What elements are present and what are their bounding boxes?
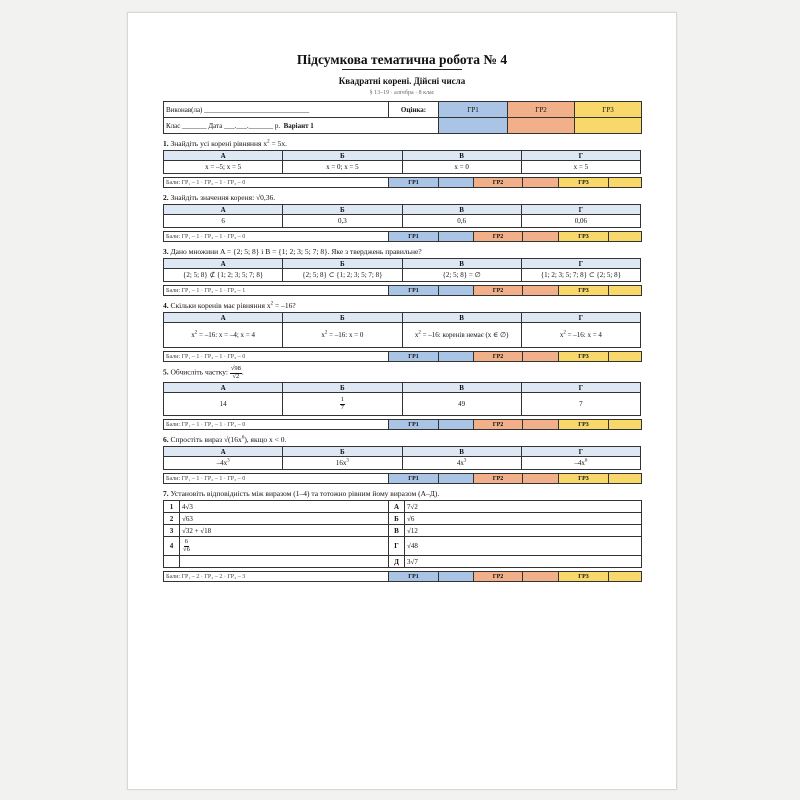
right-item-letter: Б bbox=[389, 513, 405, 525]
question-number: 3. bbox=[163, 247, 169, 256]
score-row-4 bbox=[163, 351, 642, 362]
group-2-score-cell[interactable] bbox=[523, 572, 559, 582]
exponent: 2 bbox=[418, 330, 421, 336]
exponent: 3 bbox=[463, 458, 467, 464]
score-row-7 bbox=[163, 571, 642, 582]
answer-option-Г[interactable]: $-4x^6$ bbox=[521, 457, 640, 470]
question-prompt-end: . bbox=[241, 367, 244, 377]
right-item-expression: √6 bbox=[405, 513, 642, 525]
question-text bbox=[163, 300, 641, 311]
right-item-letter: В bbox=[389, 525, 405, 537]
answer-letter-В: В bbox=[402, 383, 521, 393]
left-item-number: 1 bbox=[164, 501, 180, 513]
group-2-label: ГР2 bbox=[474, 352, 523, 362]
answer-letter-Б: Б bbox=[283, 447, 402, 457]
exponent: 2 bbox=[194, 330, 198, 336]
group-2-score-cell[interactable] bbox=[523, 178, 559, 188]
question-number: 2. bbox=[163, 193, 169, 202]
exponent: 2 bbox=[267, 139, 270, 145]
group-1-header: ГР1 bbox=[439, 102, 508, 118]
empty-cell bbox=[164, 556, 180, 568]
group-3-score-cell[interactable] bbox=[609, 474, 642, 484]
answer-letter-А: А bbox=[164, 447, 283, 457]
score-points-label: Бали: ГР₁ – 1 · ГР₂ – 1 · ГР₃ – 1 bbox=[164, 286, 389, 296]
answer-table bbox=[163, 312, 641, 348]
group-2-label: ГР2 bbox=[474, 286, 523, 296]
answer-letter-Б: Б bbox=[283, 151, 402, 161]
answer-option-Г[interactable]: x = 5 bbox=[521, 161, 640, 174]
answer-option-В[interactable]: 49 bbox=[402, 393, 521, 416]
answer-option-А[interactable]: 14 bbox=[164, 393, 283, 416]
group-3-score-cell[interactable] bbox=[609, 232, 642, 242]
answer-option-Г[interactable]: {1; 2; 3; 5; 7; 8} ⊂ {2; 5; 8} bbox=[521, 269, 640, 282]
question-prompt-end: = 5x. bbox=[269, 139, 287, 148]
score-points-label: Бали: ГР₁ – 1 · ГР₂ – 1 · ГР₃ – 0 bbox=[164, 178, 389, 188]
group-2-label: ГР2 bbox=[474, 474, 523, 484]
group-2-score-cell[interactable] bbox=[523, 474, 559, 484]
score-points-label: Бали: ГР₁ – 1 · ГР₂ – 1 · ГР₃ – 0 bbox=[164, 420, 389, 430]
fraction-numerator: √98 bbox=[230, 365, 241, 372]
answer-letter-Г: Г bbox=[521, 447, 640, 457]
group-2-label: ГР2 bbox=[474, 178, 523, 188]
answer-letter-В: В bbox=[402, 447, 521, 457]
worksheet-page bbox=[127, 12, 677, 790]
grade-label: Оцінка: bbox=[389, 102, 439, 118]
empty-cell bbox=[180, 556, 389, 568]
question-prompt: Обчисліть частку: bbox=[170, 367, 230, 377]
question-text bbox=[163, 434, 641, 445]
group-3-label: ГР3 bbox=[559, 232, 609, 242]
answer-letter-Г: Г bbox=[521, 151, 640, 161]
matching-table bbox=[163, 500, 642, 568]
group-1-score-cell[interactable] bbox=[439, 286, 474, 296]
answer-letter-Б: Б bbox=[283, 259, 402, 269]
question-fraction bbox=[230, 366, 242, 380]
answer-letter-Г: Г bbox=[521, 383, 640, 393]
group-2-score-cell[interactable] bbox=[523, 352, 559, 362]
answer-option-Б[interactable]: $x^2 = -16$: x = 0 bbox=[283, 323, 402, 348]
answer-table bbox=[163, 382, 641, 416]
answer-option-А[interactable]: $x^2 = -16$: x = –4; x = 4 bbox=[164, 323, 283, 348]
answer-option-Б[interactable] bbox=[283, 393, 402, 416]
group-3-score-cell[interactable] bbox=[609, 178, 642, 188]
question-number: 1. bbox=[163, 139, 169, 148]
exponent: 2 bbox=[324, 330, 328, 336]
group-2-score-cell[interactable] bbox=[523, 232, 559, 242]
question-prompt: Знайдіть значення кореня: √0,36. bbox=[170, 193, 276, 202]
score-row-1 bbox=[163, 177, 642, 188]
title-underline bbox=[342, 69, 462, 70]
question-prompt-end: ), якщо x < 0. bbox=[244, 435, 287, 444]
group-1-grade-cell[interactable] bbox=[439, 118, 508, 134]
question-prompt: Дано множини A = {2; 5; 8} і B = {1; 2; 3; 5; 7; 8}. Яке з тверджень правильне? bbox=[170, 247, 422, 256]
group-1-label: ГР1 bbox=[389, 178, 439, 188]
question-number: 4. bbox=[163, 301, 169, 310]
answer-option-Г[interactable]: 0,06 bbox=[521, 215, 640, 228]
group-1-score-cell[interactable] bbox=[439, 420, 474, 430]
right-item-letter: Г bbox=[389, 537, 405, 556]
answer-letter-А: А bbox=[164, 151, 283, 161]
questions-container bbox=[163, 138, 641, 582]
score-row-2 bbox=[163, 231, 642, 242]
group-1-score-cell[interactable] bbox=[439, 352, 474, 362]
name-field[interactable]: Виконав(ла) ______________________________ bbox=[164, 102, 389, 118]
question-7 bbox=[163, 488, 641, 582]
right-item-expression: √12 bbox=[405, 525, 642, 537]
answer-option-Г[interactable]: $x^2 = -16$: x = 4 bbox=[521, 323, 640, 348]
fraction-denominator: 7 bbox=[340, 403, 344, 411]
fraction-denominator: √2 bbox=[232, 372, 240, 380]
answer-option-Б[interactable]: $16x^3$ bbox=[283, 457, 402, 470]
answer-letter-Г: Г bbox=[521, 259, 640, 269]
right-item-letter: А bbox=[389, 501, 405, 513]
answer-letter-А: А bbox=[164, 383, 283, 393]
question-5 bbox=[163, 366, 641, 430]
answer-letter-А: А bbox=[164, 205, 283, 215]
question-2 bbox=[163, 192, 641, 242]
right-item-letter: Д bbox=[389, 556, 405, 568]
score-points-label: Бали: ГР₁ – 1 · ГР₂ – 1 · ГР₃ – 0 bbox=[164, 474, 389, 484]
answer-option-В[interactable]: $4x^3$ bbox=[402, 457, 521, 470]
page-meta: § 13–19 · алгебра · 8 клас bbox=[369, 90, 435, 96]
fraction-denominator: √6 bbox=[183, 545, 190, 553]
right-item-expression: 7√2 bbox=[405, 501, 642, 513]
exponent: 2 bbox=[563, 330, 566, 336]
answer-option-В[interactable]: {2; 5; 8} = ∅ bbox=[402, 269, 521, 282]
group-1-label: ГР1 bbox=[389, 232, 439, 242]
answer-table bbox=[163, 204, 641, 228]
group-3-score-cell[interactable] bbox=[609, 420, 642, 430]
group-3-label: ГР3 bbox=[559, 572, 609, 582]
answer-table bbox=[163, 258, 641, 282]
answer-letter-А: А bbox=[164, 259, 283, 269]
answer-letter-В: В bbox=[402, 259, 521, 269]
group-1-score-cell[interactable] bbox=[439, 572, 474, 582]
question-4 bbox=[163, 300, 641, 362]
right-item-expression: √48 bbox=[405, 537, 642, 556]
question-prompt: Установіть відповідність між виразом (1–4) та тотожно рівним йому виразом (А–Д). bbox=[170, 489, 440, 498]
score-row-3 bbox=[163, 285, 642, 296]
page-subtitle: Квадратні корені. Дійсні числа bbox=[338, 76, 466, 86]
answer-letter-Б: Б bbox=[283, 205, 402, 215]
answer-fraction bbox=[340, 397, 345, 411]
question-prompt: Спростіть вираз √(16x bbox=[170, 435, 242, 444]
answer-option-В[interactable]: x = 0 bbox=[402, 161, 521, 174]
group-3-score-cell[interactable] bbox=[609, 572, 642, 582]
answer-letter-В: В bbox=[402, 205, 521, 215]
group-3-header: ГР3 bbox=[575, 102, 642, 118]
exponent: 2 bbox=[270, 301, 274, 307]
page-title: Підсумкова тематична робота № 4 bbox=[296, 52, 508, 67]
left-item-expression: √32 + √18 bbox=[180, 525, 389, 537]
group-3-grade-cell[interactable] bbox=[575, 118, 642, 134]
class-date-field[interactable] bbox=[164, 118, 439, 134]
question-prompt-end: = –16? bbox=[273, 301, 296, 310]
group-2-score-cell[interactable] bbox=[523, 286, 559, 296]
question-number: 6. bbox=[163, 435, 169, 444]
question-text bbox=[163, 366, 641, 381]
answer-option-А[interactable]: 6 bbox=[164, 215, 283, 228]
answer-letter-Г: Г bbox=[521, 313, 640, 323]
group-3-label: ГР3 bbox=[559, 178, 609, 188]
exponent: 3 bbox=[346, 458, 349, 464]
class-date-label: Клас _______ Дата ___.___._______ р. bbox=[166, 121, 281, 130]
question-text bbox=[163, 246, 641, 257]
group-3-score-cell[interactable] bbox=[609, 286, 642, 296]
question-prompt: Знайдіть усі корені рівняння x bbox=[170, 139, 268, 148]
score-row-5 bbox=[163, 419, 642, 430]
question-number: 5. bbox=[163, 367, 169, 377]
answer-table bbox=[163, 150, 641, 174]
left-item-expression: √63 bbox=[180, 513, 389, 525]
left-item-number: 2 bbox=[164, 513, 180, 525]
answer-table bbox=[163, 446, 641, 470]
student-header bbox=[163, 101, 642, 134]
question-text bbox=[163, 488, 641, 499]
answer-option-А[interactable]: x = –5; x = 5 bbox=[164, 161, 283, 174]
answer-option-В[interactable]: $x^2 = -16$: коренів немає (x ∈ ∅) bbox=[402, 323, 521, 348]
score-row-6 bbox=[163, 473, 642, 484]
group-1-score-cell[interactable] bbox=[439, 178, 474, 188]
question-1 bbox=[163, 138, 641, 188]
exponent: 3 bbox=[227, 458, 230, 464]
answer-option-В[interactable]: 0,6 bbox=[402, 215, 521, 228]
question-number: 7. bbox=[163, 489, 169, 498]
group-1-label: ГР1 bbox=[389, 420, 439, 430]
question-prompt: Скільки коренів має рівняння x bbox=[170, 301, 271, 310]
answer-option-Б[interactable]: {2; 5; 8} ⊂ {1; 2; 3; 5; 7; 8} bbox=[283, 269, 402, 282]
question-text bbox=[163, 192, 641, 203]
group-1-score-cell[interactable] bbox=[439, 474, 474, 484]
answer-option-Г[interactable]: 7 bbox=[521, 393, 640, 416]
group-2-score-cell[interactable] bbox=[523, 420, 559, 430]
group-1-label: ГР1 bbox=[389, 286, 439, 296]
score-points-label: Бали: ГР₁ – 1 · ГР₂ – 1 · ГР₃ – 0 bbox=[164, 232, 389, 242]
group-2-header: ГР2 bbox=[508, 102, 575, 118]
group-3-label: ГР3 bbox=[559, 286, 609, 296]
exponent: 6 bbox=[584, 458, 588, 464]
variant-label: Варіант 1 bbox=[283, 121, 314, 130]
right-item-expression: 3√7 bbox=[405, 556, 642, 568]
group-2-label: ГР2 bbox=[474, 232, 523, 242]
group-1-label: ГР1 bbox=[389, 352, 439, 362]
group-2-label: ГР2 bbox=[474, 572, 523, 582]
answer-option-Б[interactable]: x = 0; x = 5 bbox=[283, 161, 402, 174]
question-6 bbox=[163, 434, 641, 484]
left-item-number: 4 bbox=[164, 537, 180, 556]
group-2-label: ГР2 bbox=[474, 420, 523, 430]
group-1-label: ГР1 bbox=[389, 474, 439, 484]
answer-letter-Б: Б bbox=[283, 383, 402, 393]
answer-option-А[interactable]: {2; 5; 8} ⊄ {1; 2; 3; 5; 7; 8} bbox=[164, 269, 283, 282]
expression-fraction bbox=[182, 539, 191, 553]
answer-option-А[interactable]: $-4x^3$ bbox=[164, 457, 283, 470]
fraction-numerator: 6 bbox=[184, 538, 189, 545]
group-3-label: ГР3 bbox=[559, 474, 609, 484]
answer-letter-В: В bbox=[402, 151, 521, 161]
left-item-expression bbox=[180, 537, 389, 556]
group-3-label: ГР3 bbox=[559, 420, 609, 430]
group-2-grade-cell[interactable] bbox=[508, 118, 575, 134]
answer-letter-В: В bbox=[402, 313, 521, 323]
score-points-label: Бали: ГР₁ – 2 · ГР₂ – 2 · ГР₃ – 3 bbox=[164, 572, 389, 582]
group-3-label: ГР3 bbox=[559, 352, 609, 362]
score-points-label: Бали: ГР₁ – 1 · ГР₂ – 1 · ГР₃ – 0 bbox=[164, 352, 389, 362]
question-3 bbox=[163, 246, 641, 296]
fraction-numerator: 1 bbox=[340, 396, 344, 403]
worksheet-content bbox=[163, 13, 641, 582]
answer-letter-А: А bbox=[164, 313, 283, 323]
exponent: 6 bbox=[241, 435, 245, 441]
answer-letter-Г: Г bbox=[521, 205, 640, 215]
answer-option-Б[interactable]: 0,3 bbox=[283, 215, 402, 228]
question-text bbox=[163, 138, 641, 149]
group-1-score-cell[interactable] bbox=[439, 232, 474, 242]
answer-letter-Б: Б bbox=[283, 313, 402, 323]
left-item-number: 3 bbox=[164, 525, 180, 537]
group-3-score-cell[interactable] bbox=[609, 352, 642, 362]
left-item-expression: 4√3 bbox=[180, 501, 389, 513]
group-1-label: ГР1 bbox=[389, 572, 439, 582]
